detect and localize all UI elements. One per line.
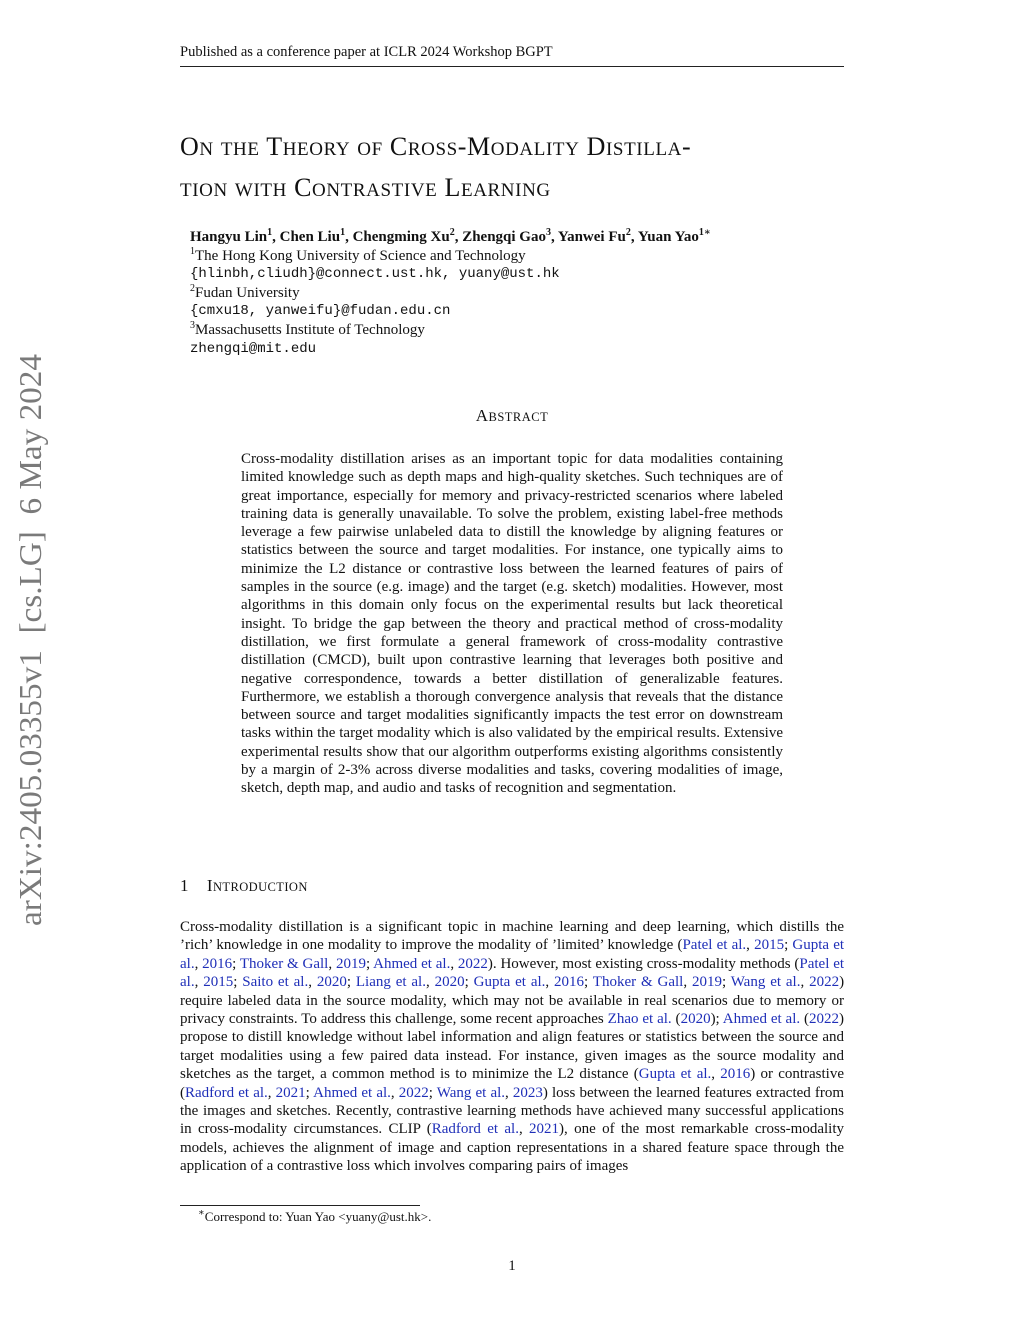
affiliation-name: The Hong Kong University of Science and Technology	[195, 247, 526, 264]
affiliation	[190, 284, 830, 303]
affiliation-email[interactable]: zhengqi@mit.edu	[190, 340, 317, 357]
arxiv-stamp[interactable]	[4, 352, 54, 928]
footnote-rule	[180, 1205, 420, 1206]
author-name: Hangyu Lin	[190, 229, 268, 245]
intro-paragraph: Cross-modality distillation is a significant topic in machine learning and deep learning, which distills the ’rich’ knowledge in one modality to improve the modality of ’limited’ knowledge (Patel et al., 2015; Gupta et al., 2016; Thoker & Gall, 2019; Ahmed et al., 2022). However, most existing cross-modality methods (Patel et al., 2015; Saito et al., 2020; Liang et al., 2020; Gupta et al., 2016; Thoker & Gall, 2019; Wang et al., 2022) require labeled data in the source modality, which may not be available in real scenarios due to memory or privacy constraints. To address this challenge, some recent approaches Zhao et al. (2020); Ahmed et al. (2022) propose to distill knowledge without label information and align features or statistics between the source and target modalities using a few paired data instead. For instance, given images as the source modality and sketches as the target, a common method is to minimize the L2 distance (Gupta et al., 2016) or contrastive (Radford et al., 2021; Ahmed et al., 2022; Wang et al., 2023) loss between the learned features extracted from the images and sketches. Recently, contrastive learning methods have achieved many successful applications in cross-modality circumstances. CLIP (Radford et al., 2021), one of the most remarkable cross-modality models, achieves the alignment of image and caption representations in a shared feature space through the application of a contrastive loss which involves comparing pairs of images	[180, 919, 845, 1175]
citation-link[interactable]: 2020	[680, 1011, 711, 1028]
page-number: 1	[508, 1258, 516, 1274]
author-name: Yuan Yao	[637, 229, 699, 245]
affiliation-name: Massachusetts Institute of Technology	[195, 321, 425, 338]
citation-link[interactable]: 2022	[398, 1084, 429, 1101]
arxiv-stamp-graphic	[4, 352, 54, 928]
citation-link[interactable]: 2021	[275, 1084, 306, 1101]
title-line-1: ON THE THEORY OF CROSS-MODALITY DISTILLA-	[180, 132, 692, 161]
citation-link[interactable]: Zhao et al.	[607, 1011, 672, 1028]
citation-link[interactable]: Saito et al.	[242, 974, 309, 991]
citation-link[interactable]: 2015	[754, 937, 785, 954]
citation-link[interactable]: Patel et al.	[682, 937, 747, 954]
affiliation-list	[190, 247, 830, 359]
citation-link[interactable]: Liang et al.	[355, 974, 426, 991]
citation-link[interactable]: 2023	[512, 1084, 543, 1101]
author-name: Chen Liu	[279, 229, 341, 245]
citation-link[interactable]: 2022	[809, 974, 840, 991]
citation-link[interactable]: 2016	[720, 1066, 751, 1083]
author-block	[190, 228, 830, 358]
citation-link[interactable]: Radford et al.	[431, 1121, 519, 1138]
author-name: Zhengqi Gao	[462, 229, 546, 245]
abstract-text: Cross-modality distillation arises as an important topic for data modalities containing limited knowledge such as depth maps and high-quality sketches. Such techniques are of great importance, especially for memory and privacy-restricted scenarios where labeled training data is generally unavailable. To solve the problem, existing label-free methods leverage a few pairwise unlabeled data to distill the knowledge by aligning features or statistics between the source and target modalities. For instance, one typically aims to minimize the L2 distance or contrastive loss between the learned features of pairs of samples in the source (e.g. image) and the target (e.g. sketch) modalities. However, most algorithms in this domain only focus on the experimental results but lack theoretical insight. To bridge the gap between the theory and practical method of cross-modality distillation, we first formulate a general framework of cross-modality contrastive distillation (CMCD), built upon contrastive learning that leverages both positive and negative correspondence, towards a better distillation of generalizable features. Furthermore, we establish a thorough convergence analysis that reveals that the distance between source and target modalities significantly impacts the test error on downstream tasks within the target modality which is also validated by the empirical results. Extensive experimental results show that our algorithm outperforms existing algorithms consistently by a margin of 2-3% across diverse modalities and tasks, covering modalities of image, sketch, depth map, and audio and tasks of recognition and segmentation.	[241, 451, 783, 797]
citation-link[interactable]: 2022	[809, 1011, 840, 1028]
affiliation-name: Fudan University	[195, 284, 300, 301]
citation-link[interactable]: 2020	[434, 974, 465, 991]
citation-link[interactable]: Gupta et al.	[638, 1066, 712, 1083]
citation-link[interactable]: Ahmed et al.	[313, 1084, 391, 1101]
citation-link[interactable]: Thoker & Gall	[592, 974, 684, 991]
affiliation	[190, 321, 830, 340]
affiliation-number: 1	[190, 245, 195, 257]
affiliation-mark: 1	[267, 227, 273, 238]
footnote	[198, 1209, 431, 1225]
citation-link[interactable]: Ahmed et al.	[373, 955, 451, 972]
affiliation-mark: 1	[340, 227, 346, 238]
affiliation-mark: 3	[545, 227, 551, 238]
citation-link[interactable]: 2015	[203, 974, 234, 991]
citation-link[interactable]: 2016	[202, 955, 233, 972]
affiliation	[190, 247, 830, 266]
running-head: Published as a conference paper at ICLR 2024 Workshop BGPT	[180, 44, 844, 67]
paper-title	[180, 128, 844, 210]
author-name: Yanwei Fu	[557, 229, 626, 245]
section-number: 1	[180, 876, 189, 895]
citation-link[interactable]: 2021	[529, 1121, 560, 1138]
citation-link[interactable]: Wang et al.	[436, 1084, 506, 1101]
footnote-mark: ∗	[198, 1207, 205, 1219]
author-name: Chengming Xu	[352, 229, 450, 245]
affiliation-email[interactable]: {hlinbh,cliudh}@connect.ust.hk, yuany@ust.hk	[190, 266, 560, 283]
citation-link[interactable]: Gupta et al.	[473, 974, 546, 991]
abstract-heading: ABSTRACT	[475, 406, 549, 425]
citation-link[interactable]: Thoker & Gall	[239, 955, 329, 972]
affiliation-mark: 2	[625, 227, 631, 238]
title-line-2: TION WITH CONTRASTIVE LEARNING	[180, 173, 551, 202]
footnote-text: Correspond to: Yuan Yao <yuany@ust.hk>.	[204, 1209, 432, 1224]
citation-link[interactable]: 2019	[335, 955, 366, 972]
section-title: INTRODUCTION	[206, 876, 308, 895]
citation-link[interactable]: Gupta et al.	[180, 937, 845, 972]
citation-link[interactable]: Radford et al.	[185, 1084, 268, 1101]
citation-link[interactable]: 2020	[316, 974, 347, 991]
affiliation-number: 2	[190, 282, 195, 294]
citation-link[interactable]: Wang et al.	[730, 974, 801, 991]
citation-link[interactable]: Ahmed et al.	[722, 1011, 801, 1028]
arxiv-stamp-text: arXiv:2405.03355v1 [cs.LG] 6 May 2024	[12, 374, 48, 926]
section-heading	[180, 876, 308, 896]
citation-link[interactable]: 2016	[554, 974, 585, 991]
citation-link[interactable]: 2019	[691, 974, 722, 991]
author-names: Hangyu Lin$^1$, Chen Liu$^1$, Chengming Xu$^2$, Zhengqi Gao$^3$, Yanwei Fu$^2$, Yuan Yao$^{1∗}$	[190, 227, 711, 245]
affiliation-mark: 2	[449, 227, 455, 238]
affiliation-email[interactable]: {cmxu18, yanweifu}@fudan.edu.cn	[190, 303, 451, 320]
citation-link[interactable]: 2022	[457, 955, 488, 972]
affiliation-number: 3	[190, 319, 195, 331]
affiliation-mark: 1∗	[698, 227, 711, 238]
citation-link[interactable]: Patel et al.	[180, 955, 845, 991]
